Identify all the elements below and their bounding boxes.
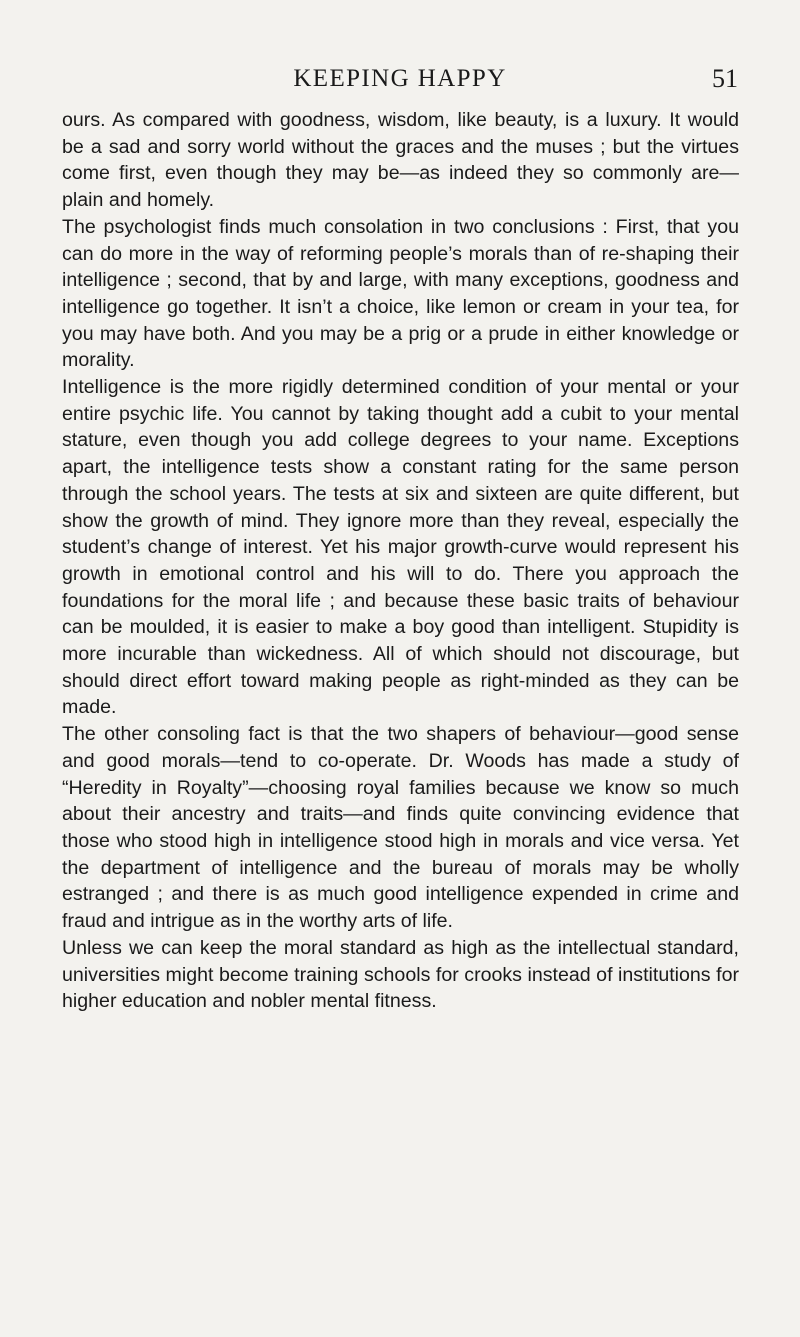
paragraph: The other consoling fact is that the two shapers of behaviour—good sense and good morals—tend to co-operate. Dr. Woods has made a study of “Heredity in Royalty”—choosing royal families because we know so much about their ancestry and traits—and finds quite convincing evidence that those who stood high in intelligence stood high in morals and vice versa. Yet the department of intelligence and the bureau of morals may be wholly estranged ; and there is as much good intelligence expended in crime and fraud and intrigue as in the worthy arts of life. [62, 723, 739, 933]
body-text [62, 107, 739, 1015]
paragraph: Intelligence is the more rigidly determined condition of your mental or your entire psychic life. You cannot by taking thought add a cubit to your mental stature, even though you add college degrees to your name. Exceptions apart, the intelligence tests show a constant rating for the same person through the school years. The tests at six and sixteen are quite different, but show the growth of mind. They ignore more than they reveal, especially the student’s change of interest. Yet his major growth-curve would represent his growth in emotional control and his will to do. There you approach the foundations for the moral life ; and because these basic traits of behaviour can be moulded, it is easier to make a boy good than intelligent. Stupidity is more incurable than wickedness. All of which should not discourage, but should direct effort toward making people as right-minded as they can be made. [62, 376, 739, 719]
page-number: 51 [712, 64, 738, 93]
running-header [62, 62, 738, 102]
running-title: KEEPING HAPPY [293, 65, 507, 92]
paragraph: ours. As compared with goodness, wisdom, like beauty, is a luxury. It would be a sad and sorry world without the graces and the muses ; but the virtues come first, even though they may be—as indeed they so commonly are—plain and homely. [62, 109, 739, 212]
paragraph: Unless we can keep the moral standard as high as the intellectual standard, universities might become training schools for crooks instead of institutions for higher education and nobler mental fitness. [62, 936, 739, 1013]
paragraph: The psychologist finds much consolation in two conclusions : First, that you can do more in the way of reforming people’s morals than of re-shaping their intelligence ; second, that by and large, with many exceptions, goodness and intelligence go together. It isn’t a choice, like lemon or cream in your tea, for you may have both. And you may be a prig or a prude in either knowledge or morality. [62, 215, 739, 372]
